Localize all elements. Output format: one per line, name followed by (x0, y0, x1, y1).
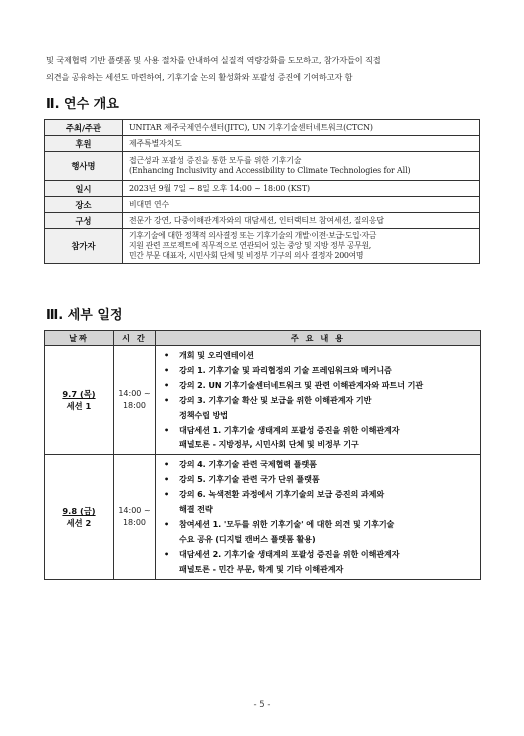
row-label: 주최/주관 (45, 120, 123, 136)
value-line: 지원 관련 프로젝트에 직무적으로 연관되어 있는 중앙 및 지방 정부 공무원, (129, 241, 371, 250)
row-label: 구성 (45, 213, 123, 229)
value-line: 접근성과 포괄성 증진을 통한 모두를 위한 기후기술 (129, 156, 302, 165)
time-end: 18:00 (122, 401, 147, 411)
row-value (123, 120, 480, 136)
row-label: 장소 (45, 197, 123, 213)
schedule-header-row (45, 331, 481, 346)
row-value (123, 197, 480, 213)
item-text: 강의 3. 기후기술 확산 및 보급을 위한 이해관계자 기반 (179, 394, 372, 405)
list-item (164, 517, 474, 547)
list-item (164, 472, 474, 487)
schedule-table (44, 330, 481, 580)
header-time: 시 간 (114, 331, 156, 346)
table-row (45, 120, 480, 136)
row-value (123, 152, 480, 181)
value-line: 2023년 9월 7일 ~ 8일 오후 14:00 ~ 18:00 (KST) (129, 183, 310, 193)
list-item (164, 348, 474, 363)
session-date: 9.8 (금) (62, 505, 96, 516)
value-line: 비대면 연수 (129, 199, 170, 209)
time-start: 14:00 ~ (118, 389, 151, 399)
session-name: 세션 2 (66, 517, 92, 528)
item-text: 개회 및 오리엔테이션 (179, 350, 254, 360)
bullet-icon: • (164, 518, 170, 529)
bullet-icon: • (164, 548, 170, 559)
table-row (45, 229, 480, 264)
list-item (164, 423, 474, 453)
list-item (164, 487, 474, 517)
session-time-cell (114, 455, 156, 579)
row-label: 후원 (45, 136, 123, 152)
value-line: 전문가 강연, 다중이해관계자와의 대담세션, 인터랙티브 참여세션, 질의응답 (129, 215, 384, 225)
row-value (123, 213, 480, 229)
intro-line: 의견을 공유하는 세션도 마련하여, 기후기술 논의 활성화와 포괄성 증진에 기여하고자 함 (46, 72, 353, 82)
bullet-icon: • (164, 379, 170, 390)
item-text: 참여세션 1. '모두를 위한 기후기술' 에 대한 의견 및 기후기술 (179, 518, 395, 529)
list-item (164, 457, 474, 472)
session-date-cell (45, 455, 114, 579)
session-content (156, 346, 481, 455)
bullet-icon: • (164, 394, 170, 405)
value-line: 기후기술에 대한 정책적 의사결정 또는 기후기술의 개발·이전·보급·도입·자금 (129, 231, 377, 240)
list-item (164, 547, 474, 577)
bullet-icon: • (164, 424, 170, 435)
item-text: 패널토론 - 지방정부, 시민사회 단체 및 비정부 기구 (179, 439, 359, 450)
value-line: UNITAR 제주국제연수센터(JITC), UN 기후기술센터네트워크(CTCN) (129, 122, 373, 132)
list-item (164, 393, 474, 423)
item-text: 강의 6. 녹색전환 과정에서 기후기술의 보급 증진의 과제와 (179, 489, 385, 500)
item-text: 수요 공유 (디지털 캔버스 플랫폼 활용) (179, 533, 316, 544)
item-text: 강의 5. 기후기술 관련 국가 단위 플랫폼 (179, 474, 320, 485)
row-label: 참가자 (45, 229, 123, 264)
table-row (45, 213, 480, 229)
value-line: (Enhancing Inclusivity and Accessibility to Climate Technologies for All) (129, 166, 411, 175)
bullet-icon: • (164, 364, 170, 375)
table-row (45, 136, 480, 152)
item-text: 강의 1. 기후기술 및 파리협정의 기술 프레임워크와 메커니즘 (179, 364, 392, 375)
table-row (45, 455, 481, 579)
list-item (164, 378, 474, 393)
item-text: 강의 2. UN 기후기술센터네트워크 및 관련 이해관계자와 파트너 기관 (179, 379, 424, 390)
item-text: 패널토론 - 민간 부문, 학계 및 기타 이해관계자 (179, 563, 344, 574)
row-value (123, 181, 480, 197)
bullet-icon: • (164, 350, 170, 360)
row-label: 행사명 (45, 152, 123, 181)
intro-paragraph (46, 52, 482, 86)
bullet-icon: • (164, 489, 170, 500)
page-number: - 5 - (253, 700, 271, 710)
table-row (45, 346, 481, 455)
row-value (123, 229, 480, 264)
session-content (156, 455, 481, 579)
header-content: 주 요 내 용 (156, 331, 481, 346)
table-row (45, 197, 480, 213)
item-text: 대담세션 2. 기후기술 생태계의 포괄성 증진을 위한 이해관계자 (179, 548, 400, 559)
session-time-cell (114, 346, 156, 455)
bullet-icon: • (164, 474, 170, 485)
row-label: 일시 (45, 181, 123, 197)
value-line: 민간 부문 대표자, 시민사회 단체 및 비정부 기구의 의사 결정자 200여명 (129, 251, 364, 260)
item-text: 강의 4. 기후기술 관련 국제협력 플랫폼 (179, 459, 317, 470)
session-date-cell (45, 346, 114, 455)
value-line: 제주특별자치도 (129, 138, 182, 148)
item-text: 대담세션 1. 기후기술 생태계의 포괄성 증진을 위한 이해관계자 (179, 424, 400, 435)
row-value (123, 136, 480, 152)
item-text: 정책수립 방법 (179, 409, 229, 420)
list-item (164, 363, 474, 378)
item-text: 해결 전략 (179, 504, 213, 515)
time-end: 18:00 (122, 517, 147, 527)
intro-line: 및 국제협력 기반 플랫폼 및 사용 절차를 안내하여 실질적 역량강화를 도모하고, 참가자들이 직접 (46, 55, 381, 65)
table-row (45, 152, 480, 181)
overview-table (44, 119, 480, 264)
bullet-icon: • (164, 459, 170, 470)
table-row (45, 181, 480, 197)
session-date: 9.7 (목) (62, 389, 96, 400)
session-name: 세션 1 (66, 401, 92, 412)
time-start: 14:00 ~ (118, 505, 151, 515)
section-title-overview: Ⅱ. 연수 개요 (46, 97, 119, 112)
section-title-schedule: Ⅲ. 세부 일정 (46, 308, 123, 323)
header-date: 날짜 (45, 331, 114, 346)
